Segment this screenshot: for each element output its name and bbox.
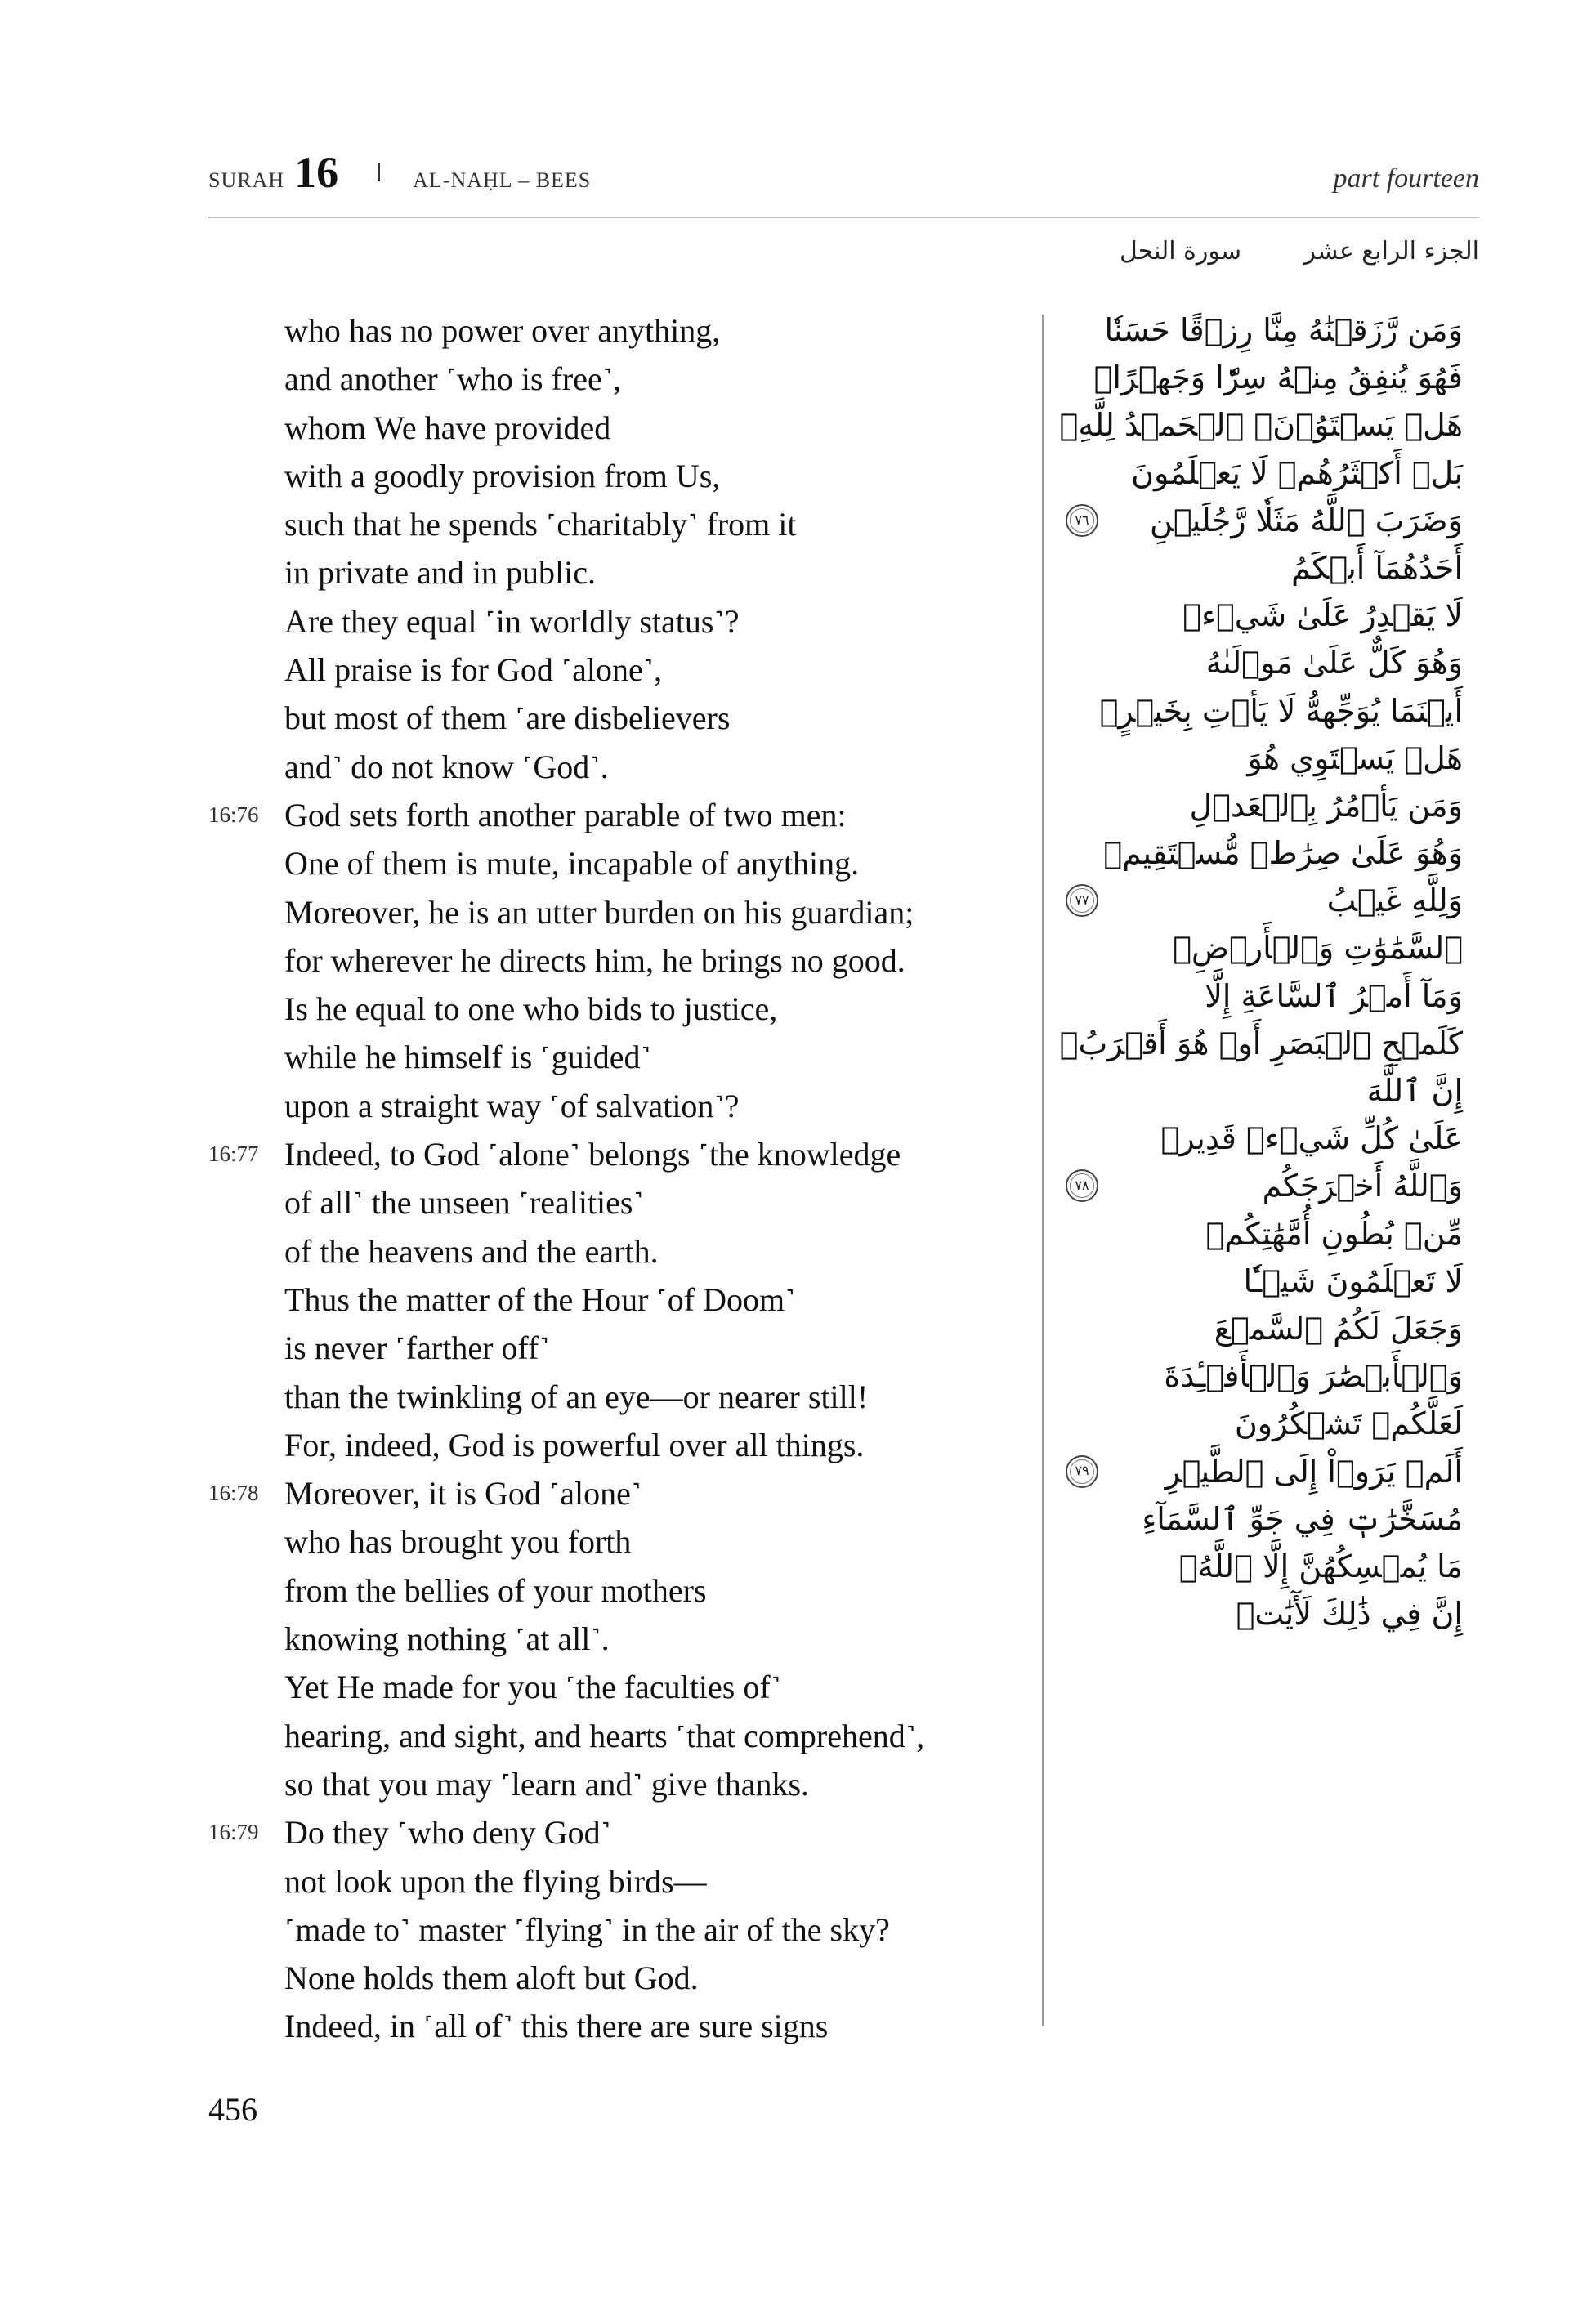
translation-line xyxy=(208,1421,1034,1469)
line-text: with a goodly provision from Us, xyxy=(284,457,721,494)
arabic-line xyxy=(1062,497,1479,544)
line-text: of all˺ the unseen ˹realities˺ xyxy=(284,1184,644,1222)
translation-line xyxy=(208,2002,1034,2050)
line-text: One of them is mute, incapable of anything. xyxy=(284,845,860,882)
arabic-line xyxy=(1062,1210,1479,1258)
translation-line xyxy=(208,985,1034,1033)
translation-line xyxy=(208,1906,1034,1954)
arabic-text xyxy=(1059,306,1479,1638)
line-text: who has no power over anything, xyxy=(284,312,721,349)
translation-line xyxy=(208,1663,1034,1711)
line-text: Yet He made for you ˹the faculties of˺ xyxy=(284,1669,781,1706)
translation-line xyxy=(208,1276,1034,1324)
arabic-part-title: الجزء الرابع عشر xyxy=(1303,237,1479,266)
arabic-line xyxy=(1062,1067,1479,1115)
translation-line xyxy=(208,355,1034,403)
arabic-line-text: أَحَدُهُمَآ أَبۡكَمُ xyxy=(1291,549,1463,586)
line-text: hearing, and sight, and hearts ˹that comprehend˺, xyxy=(284,1717,925,1754)
arabic-line xyxy=(1062,972,1479,1020)
line-text: for wherever he directs him, he brings no good. xyxy=(284,941,905,979)
translation-line xyxy=(208,1517,1034,1566)
line-text: Moreover, it is God ˹alone˺ xyxy=(284,1475,642,1512)
translation-line xyxy=(208,936,1034,985)
line-text: but most of them ˹are disbelievers xyxy=(284,699,731,737)
line-text: not look upon the flying birds— xyxy=(284,1862,707,1900)
translation-line xyxy=(208,1712,1034,1760)
translation-line xyxy=(208,743,1034,791)
translation-line xyxy=(208,1760,1034,1808)
arabic-line-text: وَهُوَ عَلَىٰ صِرَٰطٖ مُّسۡتَقِيمٖ xyxy=(1103,835,1463,872)
translation-line xyxy=(208,694,1034,742)
line-text: Indeed, in ˹all of˺ this there are sure signs xyxy=(284,2008,829,2045)
verse-number-marker: ٧٨ xyxy=(1066,1169,1098,1202)
line-text: so that you may ˹learn and˺ give thanks. xyxy=(284,1765,810,1803)
arabic-line xyxy=(1062,687,1479,735)
translation-line xyxy=(208,1615,1034,1663)
line-text: Are they equal ˹in worldly status˺? xyxy=(284,602,740,640)
arabic-line xyxy=(1062,639,1479,686)
arabic-line xyxy=(1062,1162,1479,1209)
translation-line xyxy=(208,646,1034,694)
arabic-line xyxy=(1062,735,1479,782)
line-text: Thus the matter of the Hour ˹of Doom˺ xyxy=(284,1280,796,1318)
arabic-line xyxy=(1062,782,1479,829)
line-text: Is he equal to one who bids to justice, xyxy=(284,990,778,1028)
translation-line xyxy=(208,1130,1034,1178)
header-rule xyxy=(208,217,1479,218)
translation-line xyxy=(208,452,1034,500)
arabic-line xyxy=(1059,1020,1479,1067)
arabic-line-text: وَهُوَ كَلٌّ عَلَىٰ مَوۡلَىٰهُ xyxy=(1205,645,1463,681)
arabic-line xyxy=(1062,354,1479,401)
arabic-line-text: وَضَرَبَ ٱللَّهُ مَثَلٗا رَّجُلَيۡنِ xyxy=(1149,502,1463,538)
arabic-line-text: فَهُوَ يُنفِقُ مِنۡهُ سِرّٗا وَجَهۡرًاۖ xyxy=(1093,360,1463,396)
translation-line xyxy=(208,1373,1034,1421)
arabic-line xyxy=(1062,544,1479,592)
arabic-line-text: بَلۡ أَكۡثَرُهُمۡ لَا يَعۡلَمُونَ xyxy=(1131,454,1463,491)
translation-line xyxy=(208,1082,1034,1130)
arabic-line-text: وَٱللَّهُ أَخۡرَجَكُم xyxy=(1262,1168,1463,1204)
line-text: Indeed, to God ˹alone˺ belongs ˹the knowledge xyxy=(284,1136,901,1173)
line-text: Do they ˹who deny God˺ xyxy=(284,1814,611,1852)
line-text: while he himself is ˹guided˺ xyxy=(284,1039,651,1076)
translation-line xyxy=(208,1954,1034,2002)
arabic-line-text: إِنَّ فِي ذَٰلِكَ لَأٓيَٰتٖ xyxy=(1236,1596,1463,1633)
surah-heading xyxy=(208,147,591,198)
arabic-line-text: أَلَمۡ يَرَوۡاْ إِلَى ٱلطَّيۡرِ xyxy=(1165,1453,1463,1490)
line-text: knowing nothing ˹at all˺. xyxy=(284,1620,610,1658)
translation-line xyxy=(208,1324,1034,1372)
verse-number-marker: ٧٦ xyxy=(1066,504,1098,537)
arabic-line-text: وَمَآ أَمۡرُ ٱلسَّاعَةِ إِلَّا xyxy=(1205,977,1463,1014)
arabic-line-text: لَعَلَّكُمۡ تَشۡكُرُونَ xyxy=(1234,1405,1463,1442)
arabic-line-text: أَيۡنَمَا يُوَجِّههُّ لَا يَأۡتِ بِخَيۡرٍۖ xyxy=(1099,692,1463,729)
arabic-line xyxy=(1062,1115,1479,1162)
translation-line xyxy=(208,306,1034,355)
arabic-line-text: إِنَّ ٱللَّهَ xyxy=(1366,1073,1463,1109)
verse-reference: 16:77 xyxy=(208,1142,259,1167)
translation-line xyxy=(208,1227,1034,1276)
translation-line xyxy=(208,548,1034,597)
arabic-line xyxy=(1062,1543,1479,1590)
arabic-line xyxy=(1062,1305,1479,1352)
arabic-line-text: هَلۡ يَسۡتَوُۥنَۚ ٱلۡحَمۡدُ لِلَّهِۚ xyxy=(1059,407,1463,444)
translation-line xyxy=(208,597,1034,646)
translation-line xyxy=(208,839,1034,887)
translation-line xyxy=(208,1469,1034,1517)
arabic-line xyxy=(1062,829,1479,877)
arabic-line-text: هَلۡ يَسۡتَوِي هُوَ xyxy=(1247,739,1463,776)
arabic-line xyxy=(1062,1590,1479,1638)
line-text: than the twinkling of an eye—or nearer still! xyxy=(284,1378,869,1415)
line-text: from the bellies of your mothers xyxy=(284,1571,707,1609)
column-divider xyxy=(1042,315,1044,2026)
line-text: whom We have provided xyxy=(284,409,611,446)
arabic-line-text: مَا يُمۡسِكُهُنَّ إِلَّا ٱللَّهُۚ xyxy=(1178,1548,1463,1584)
translation-line xyxy=(208,1566,1034,1615)
line-text: is never ˹farther off˺ xyxy=(284,1329,550,1367)
translation-line xyxy=(208,404,1034,452)
arabic-line-text: مِّنۢ بُطُونِ أُمَّهَٰتِكُمۡ xyxy=(1205,1215,1463,1252)
arabic-line xyxy=(1062,877,1479,924)
verse-reference: 16:79 xyxy=(208,1820,259,1845)
arabic-line xyxy=(1062,592,1479,639)
arabic-line xyxy=(1062,1448,1479,1495)
english-translation xyxy=(208,306,1034,2051)
verse-number-marker: ٧٩ xyxy=(1066,1455,1098,1488)
translation-line xyxy=(208,791,1034,839)
page-number: 456 xyxy=(208,2091,257,2128)
surah-name: AL-NAḤL – BEES xyxy=(413,168,592,192)
arabic-line xyxy=(1062,1495,1479,1543)
line-text: who has brought you forth xyxy=(284,1523,632,1561)
line-text: of the heavens and the earth. xyxy=(284,1232,659,1270)
arabic-surah-title: سورة النحل xyxy=(1120,237,1241,266)
verse-reference: 16:76 xyxy=(208,802,259,827)
translation-line xyxy=(208,1178,1034,1227)
arabic-line-text: لَا تَعۡلَمُونَ شَيۡـٔٗا xyxy=(1243,1262,1463,1299)
line-text: upon a straight way ˹of salvation˺? xyxy=(284,1087,740,1124)
surah-number: 16 xyxy=(294,148,339,197)
arabic-line-text: عَلَىٰ كُلِّ شَيۡءٖ قَدِيرٞ xyxy=(1160,1120,1463,1157)
arabic-line-text: وَجَعَلَ لَكُمُ ٱلسَّمۡعَ xyxy=(1214,1310,1463,1347)
line-text: such that he spends ˹charitably˺ from it xyxy=(284,506,797,543)
part-label: part fourteen xyxy=(1333,163,1479,194)
translation-line xyxy=(208,1857,1034,1906)
translation-line xyxy=(208,1033,1034,1081)
line-text: and˺ do not know ˹God˺. xyxy=(284,748,609,785)
line-text: Moreover, he is an utter burden on his guardian; xyxy=(284,893,914,931)
line-text: and another ˹who is free˺, xyxy=(284,360,622,398)
header-separator xyxy=(378,163,380,181)
arabic-line-text: وَمَن رَّزَقۡنَٰهُ مِنَّا رِزۡقًا حَسَنٗا xyxy=(1104,312,1463,348)
translation-line xyxy=(208,500,1034,548)
line-text: For, indeed, God is powerful over all things. xyxy=(284,1426,865,1463)
arabic-line xyxy=(1062,1400,1479,1447)
arabic-line-text: لَا يَقۡدِرُ عَلَىٰ شَيۡءٖ xyxy=(1182,597,1463,634)
arabic-line-text: كَلَمۡحِ ٱلۡبَصَرِ أَوۡ هُوَ أَقۡرَبُۚ xyxy=(1059,1025,1463,1061)
arabic-line-text: وَٱلۡأَبۡصَٰرَ وَٱلۡأَفۡـِٔدَةَ xyxy=(1164,1358,1463,1395)
line-text: God sets forth another parable of two men: xyxy=(284,796,847,833)
verse-number-marker: ٧٧ xyxy=(1066,884,1098,917)
arabic-line xyxy=(1062,306,1479,354)
arabic-line xyxy=(1062,1258,1479,1305)
arabic-line-text: وَلِلَّهِ غَيۡبُ xyxy=(1326,882,1463,919)
arabic-line-text: مُسَخَّرَٰتٖ فِي جَوِّ ٱلسَّمَآءِ xyxy=(1142,1500,1463,1537)
translation-line xyxy=(208,1808,1034,1857)
line-text: All praise is for God ˹alone˺, xyxy=(284,651,663,689)
line-text: ˹made to˺ master ˹flying˺ in the air of the sky? xyxy=(284,1910,890,1948)
page-header xyxy=(208,147,1479,212)
arabic-line-text: وَمَن يَأۡمُرُ بِٱلۡعَدۡلِ xyxy=(1189,787,1463,824)
verse-reference: 16:78 xyxy=(208,1481,259,1506)
arabic-line xyxy=(1059,401,1479,449)
arabic-line xyxy=(1062,449,1479,497)
line-text: None holds them aloft but God. xyxy=(284,1959,699,1997)
surah-label: SURAH xyxy=(208,168,285,192)
arabic-line-text: ٱلسَّمَٰوَٰتِ وَٱلۡأَرۡضِۚ xyxy=(1173,930,1463,967)
line-text: in private and in public. xyxy=(284,554,597,592)
arabic-line xyxy=(1062,1352,1479,1400)
arabic-header xyxy=(1095,237,1479,286)
arabic-line xyxy=(1062,924,1479,972)
translation-line xyxy=(208,888,1034,936)
